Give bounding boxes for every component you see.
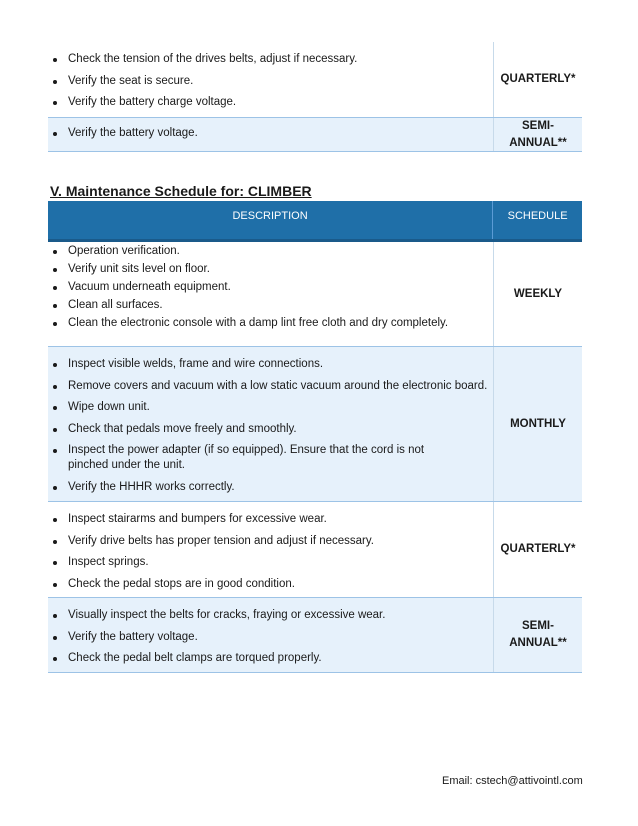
climber-schedule-table	[48, 242, 582, 673]
list-item: Clean all surfaces.	[48, 298, 493, 313]
header-schedule: SCHEDULE	[492, 201, 582, 239]
list-item: Verify the HHHR works correctly.	[48, 480, 493, 495]
row-description	[48, 42, 493, 117]
footer-email: Email: cstech@attivointl.com	[442, 775, 583, 787]
schedule-cell: QUARTERLY*	[493, 42, 582, 117]
row-description	[48, 347, 493, 501]
list-item: Verify the battery charge voltage.	[48, 95, 493, 110]
list-item: Verify the seat is secure.	[48, 74, 493, 89]
list-item: Inspect stairarms and bumpers for excessive wear.	[48, 512, 493, 527]
list-item: Verify the battery voltage.	[48, 126, 493, 141]
list-item: Inspect the power adapter (if so equipped). Ensure that the cord is not pinched under the unit.	[48, 443, 493, 473]
list-item: Clean the electronic console with a damp lint free cloth and dry completely.	[48, 316, 493, 331]
table-row	[48, 42, 582, 118]
row-description	[48, 242, 493, 346]
table-row	[48, 242, 582, 347]
header-description: DESCRIPTION	[232, 210, 308, 222]
list-item: Inspect visible welds, frame and wire connections.	[48, 357, 493, 372]
list-item: Remove covers and vacuum with a low static vacuum around the electronic board.	[48, 379, 493, 394]
list-item: Vacuum underneath equipment.	[48, 280, 493, 295]
list-item: Operation verification.	[48, 244, 493, 259]
list-item: Verify the battery voltage.	[48, 630, 493, 645]
row-description	[48, 502, 493, 597]
list-item: Check the tension of the drives belts, adjust if necessary.	[48, 52, 493, 67]
table-header	[48, 201, 582, 242]
row-description	[48, 598, 493, 672]
table-row	[48, 347, 582, 502]
table-row	[48, 118, 582, 152]
list-item: Verify drive belts has proper tension and adjust if necessary.	[48, 534, 493, 549]
schedule-cell: WEEKLY	[493, 242, 582, 346]
row-description	[48, 118, 493, 151]
schedule-cell: QUARTERLY*	[493, 502, 582, 597]
top-schedule-table	[48, 42, 582, 152]
schedule-cell: MONTHLY	[493, 347, 582, 501]
list-item: Wipe down unit.	[48, 400, 493, 415]
schedule-cell: SEMI-ANNUAL**	[493, 598, 582, 672]
section-title: V. Maintenance Schedule for: CLIMBER	[50, 183, 312, 199]
list-item: Visually inspect the belts for cracks, fraying or excessive wear.	[48, 608, 493, 623]
table-row	[48, 502, 582, 598]
table-row	[48, 598, 582, 673]
list-item: Check that pedals move freely and smoothly.	[48, 422, 493, 437]
list-item: Verify unit sits level on floor.	[48, 262, 493, 277]
schedule-cell: SEMI-ANNUAL**	[493, 118, 582, 151]
list-item: Check the pedal stops are in good condition.	[48, 577, 493, 592]
list-item: Check the pedal belt clamps are torqued properly.	[48, 651, 493, 666]
list-item: Inspect springs.	[48, 555, 493, 570]
